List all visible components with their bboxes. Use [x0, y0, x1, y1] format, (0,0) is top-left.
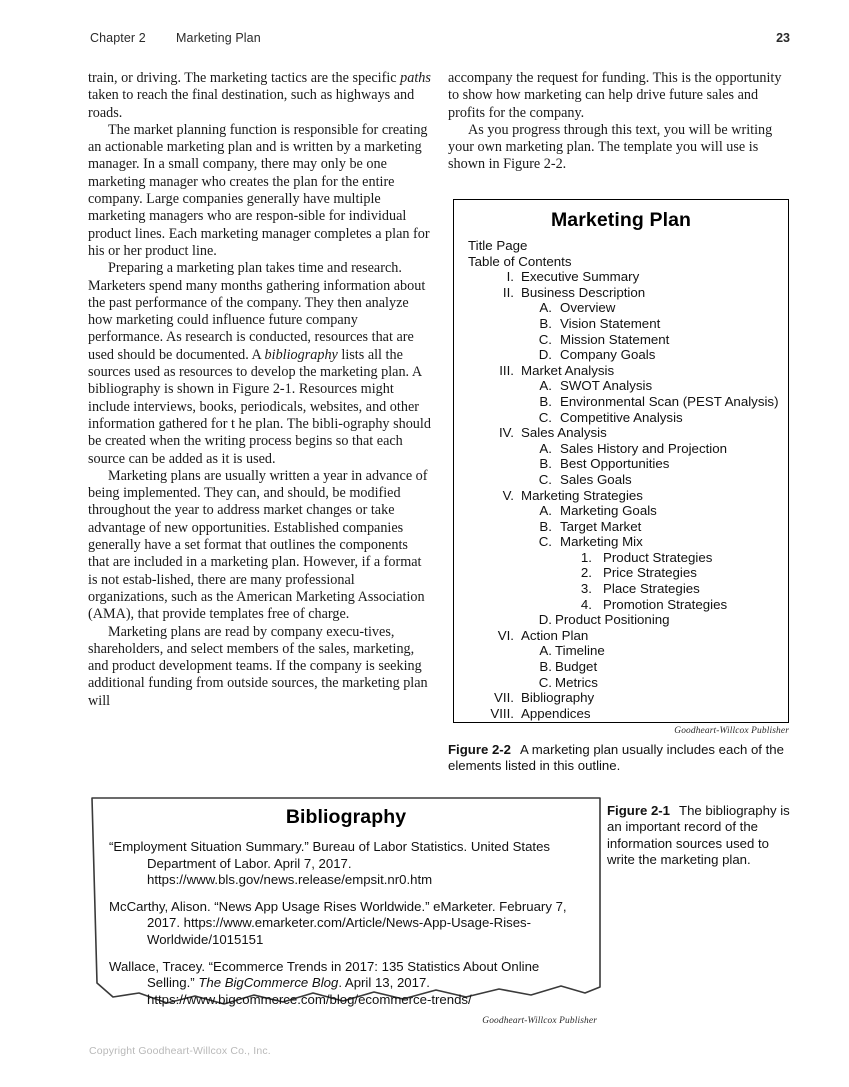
outline-item-label: Market Analysis: [521, 362, 615, 378]
page-number: 23: [776, 31, 790, 45]
outline-item-marker: B.: [539, 315, 552, 331]
outline-item-marker: B.: [539, 393, 552, 409]
figure-2-1-credit: Goodheart-Willcox Publisher: [482, 1016, 597, 1026]
figure-2-1-text: The bibliography is an important record of the information sources used to write the marketing plan.: [607, 803, 790, 868]
outline-item-marker: 3.: [580, 581, 592, 597]
outline-item-label: Competitive Analysis: [560, 409, 683, 425]
outline-item-label: Marketing Mix: [560, 534, 643, 550]
outline-item-label: SWOT Analysis: [560, 378, 653, 394]
paragraph: Preparing a marketing plan takes time and research. Marketers spend many months gathering information about the past performance of the company. They then analyze how marketing could influence future company performance. As research is conducted, resources that are used should be documented. A bibliography lists all the sources used as resources to develop the marketing plan. A bibliography is shown in Figure 2-1. Resources might include interviews, books, periodicals, websites, and other information gathered for t he plan. The bibli-ography should be created when the writing process begins so that each source can be added as it is used.: [88, 260, 431, 467]
outline-item: [454, 456, 788, 472]
outline-item: [454, 269, 788, 285]
bibliography-box: [91, 797, 601, 1019]
outline-item-marker: D.: [538, 612, 552, 628]
outline-item-marker: B.: [539, 456, 552, 472]
outline-item-marker: 2.: [580, 565, 592, 581]
body-column-right: [448, 70, 792, 174]
outline-item-label: Business Description: [521, 284, 646, 300]
running-head: [90, 31, 790, 51]
bibliography-entry: McCarthy, Alison. “News App Usage Rises Worldwide.” eMarketer. February 7, 2017. https://www.emarketer.com/Article/News-App-Usage-Rises-Worldwide/1015151: [109, 898, 567, 947]
bibliography-entry-list: [109, 839, 583, 1008]
figure-2-2-text: A marketing plan usually includes each of the elements listed in this outline.: [448, 742, 784, 774]
bibliography-entry: Wallace, Tracey. “Ecommerce Trends in 2017: 135 Statistics About Online Selling.” The BigCommerce Blog. April 13, 2017. https://www.bigcommerce.com/blog/ecommerce-trends/: [109, 958, 540, 1007]
outline-item: [454, 347, 788, 363]
outline-item-label: Appendices: [521, 705, 591, 721]
marketing-plan-box-title: Marketing Plan: [550, 209, 692, 231]
outline-item-label: Overview: [560, 300, 616, 316]
outline-item-marker: I.: [506, 269, 514, 285]
outline-item-label: Vision Statement: [560, 315, 661, 331]
outline-item-marker: IV.: [498, 425, 514, 441]
outline-item: [454, 565, 788, 581]
outline-item-label: Sales Goals: [560, 471, 632, 487]
outline-item-label: Table of Contents: [468, 253, 572, 269]
outline-item: [454, 488, 788, 504]
outline-item-label: Sales Analysis: [521, 425, 607, 441]
outline-item: [454, 332, 788, 348]
outline-item-marker: C.: [538, 409, 552, 425]
running-head-chapter: Chapter 2: [90, 31, 146, 45]
outline-item-label: Timeline: [555, 643, 605, 659]
outline-item-marker: A.: [539, 503, 552, 519]
outline-item: [454, 706, 788, 722]
outline-item: [454, 581, 788, 597]
outline-item-marker: C.: [538, 331, 552, 347]
figure-2-2-label: Figure 2-2: [448, 742, 512, 757]
outline-item-marker: B.: [539, 518, 552, 534]
figure-2-2-credit: Goodheart-Willcox Publisher: [674, 726, 789, 736]
paragraph: Marketing plans are read by company execu-tives, shareholders, and select members of the sales, marketing, and product development teams. If the company is seeking additional funding from outside sources, the marketing plan will: [88, 623, 428, 709]
outline-item-label: Sales History and Projection: [560, 440, 728, 456]
outline-item-marker: VII.: [494, 690, 514, 706]
outline-item: [454, 316, 788, 332]
outline-item: [454, 394, 788, 410]
outline-item-label: Company Goals: [560, 347, 656, 363]
emphasis-term: paths: [400, 70, 431, 86]
running-head-title: Marketing Plan: [176, 31, 261, 45]
outline-item: [454, 300, 788, 316]
outline-item-marker: A.: [539, 643, 552, 659]
outline-item-marker: 4.: [580, 596, 592, 612]
outline-item: [454, 597, 788, 613]
paragraph: The market planning function is responsible for creating an actionable marketing plan and is written by a marketing manager. In a small company, there may only be one marketing manager who creates the plan for the entire company. Large companies generally have multiple marketing managers who are respon-sible for individual product lines. Each marketing manager completes a plan for his or her product line.: [88, 121, 430, 259]
outline-item-label: Marketing Goals: [560, 503, 657, 519]
outline-item-marker: III.: [499, 362, 514, 378]
outline-item: [454, 472, 788, 488]
marketing-plan-outline-list: [454, 238, 788, 721]
outline-item-marker: VIII.: [490, 705, 514, 721]
outline-item-marker: C.: [538, 534, 552, 550]
outline-item-label: Target Market: [560, 518, 642, 534]
bibliography-box-title: Bibliography: [285, 806, 407, 828]
outline-item-marker: C.: [538, 674, 552, 690]
outline-item-marker: 1.: [580, 549, 592, 565]
outline-item-label: Product Positioning: [555, 612, 670, 628]
outline-item-marker: A.: [539, 440, 552, 456]
outline-item-marker: A.: [539, 300, 552, 316]
outline-item-marker: C.: [538, 471, 552, 487]
outline-item: [454, 612, 788, 628]
outline-item: [454, 254, 788, 270]
figure-2-1-caption: [607, 803, 793, 869]
outline-item: [454, 534, 788, 550]
outline-item-label: Bibliography: [521, 690, 595, 706]
outline-item: [454, 503, 788, 519]
figure-2-1-label: Figure 2-1: [607, 803, 671, 818]
outline-item: [454, 425, 788, 441]
emphasis-term: bibliography: [264, 346, 338, 363]
outline-item-label: Action Plan: [521, 627, 589, 643]
outline-item: [454, 410, 788, 426]
outline-item-marker: II.: [502, 284, 514, 300]
outline-item: [454, 690, 788, 706]
outline-item-label: Promotion Strategies: [603, 596, 728, 612]
outline-item-label: Environmental Scan (PEST Analysis): [560, 393, 779, 409]
outline-item: [454, 643, 788, 659]
bibliography-entry: “Employment Situation Summary.” Bureau of Labor Statistics. United States Department of Labor. April 7, 2017. https://www.bls.gov/news.release/empsit.nr0.htm: [109, 839, 550, 888]
outline-item: [454, 441, 788, 457]
outline-item-label: Budget: [555, 659, 598, 675]
outline-item-label: Executive Summary: [521, 269, 640, 285]
paragraph: As you progress through this text, you will be writing your own marketing plan. The template you will use is shown in Figure 2-2.: [448, 121, 773, 173]
body-column-left: [88, 70, 432, 710]
footer-copyright: Copyright Goodheart-Willcox Co., Inc.: [89, 1045, 271, 1057]
outline-item-label: Place Strategies: [603, 581, 700, 597]
outline-item-marker: D.: [538, 347, 552, 363]
outline-item-label: Marketing Strategies: [521, 487, 643, 503]
outline-item: [454, 659, 788, 675]
outline-item-label: Metrics: [555, 674, 598, 690]
outline-item: [454, 519, 788, 535]
outline-item-label: Title Page: [468, 238, 528, 253]
outline-item-marker: VI.: [497, 627, 514, 643]
outline-item: [454, 550, 788, 566]
outline-item: [454, 628, 788, 644]
outline-item: [454, 285, 788, 301]
figure-2-2-caption: [448, 742, 788, 775]
outline-item-label: Price Strategies: [603, 565, 697, 581]
outline-item-marker: B.: [539, 659, 552, 675]
bibliography-entry-source-title: The BigCommerce Blog: [198, 975, 339, 991]
marketing-plan-outline-box: [453, 199, 789, 723]
outline-item-label: Product Strategies: [603, 549, 713, 565]
outline-item-label: Mission Statement: [560, 331, 670, 347]
paragraph: train, or driving. The marketing tactics are the specific paths taken to reach the final destination, such as highways and roads.: [88, 70, 431, 121]
outline-item-marker: A.: [539, 378, 552, 394]
outline-item-label: Best Opportunities: [560, 456, 670, 472]
outline-item-marker: V.: [502, 487, 514, 503]
outline-item: [454, 378, 788, 394]
outline-item: [454, 238, 788, 254]
paragraph: Marketing plans are usually written a year in advance of being implemented. They can, and should, be modified throughout the year to address market changes or take advantage of new opportunities. Established companies generally have a set format that outlines the components that are included in a marketing plan. However, if a format is not estab-lished, there are many professional organizations, such as the American Marketing Association (AMA), that provide templates free of charge.: [88, 467, 428, 623]
outline-item: [454, 363, 788, 379]
paragraph: accompany the request for funding. This is the opportunity to show how marketing can help drive future sales and profits for the company.: [448, 70, 782, 121]
outline-item: [454, 675, 788, 691]
